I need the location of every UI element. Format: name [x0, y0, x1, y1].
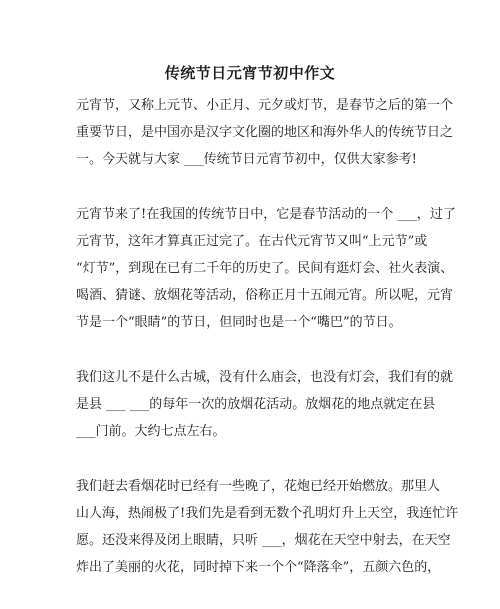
paragraph	[76, 364, 454, 445]
text-line: 炸出了美丽的火花，同时掉下来一个个“降落伞”，五颜六色的，	[76, 560, 441, 575]
paragraph	[76, 92, 454, 173]
text-line: 愿。还没来得及闭上眼睛，只听 ___，烟花在天空中射去，在天空	[76, 533, 451, 548]
text-line: 节是一个“眼睛”的节日，但同时也是一个“嘴巴”的节日。	[76, 315, 402, 330]
text-line: “灯节”，到现在已有二千年的历史了。民间有逛灯会、社火表演、	[76, 261, 454, 276]
paragraph	[76, 473, 459, 581]
text-line: 一。今天就与大家 ___传统节日元宵节初中，仅供大家参考!	[76, 152, 417, 167]
text-line: ___门前。大约七点左右。	[76, 424, 226, 439]
text-line: 元宵节，又称上元节、小正月、元夕或灯节，是春节之后的第一个	[76, 98, 454, 113]
text-line: 喝酒、猜谜、放烟花等活动，俗称正月十五闹元宵。所以呢，元宵	[76, 288, 454, 303]
document-body	[76, 92, 459, 609]
text-line: 我们赶去看烟花时已经有一些晚了，花炮已经开始燃放。那里人	[76, 479, 441, 494]
paragraph	[76, 201, 456, 336]
text-line: 山人海，热闹极了!我们先是看到无数个孔明灯升上天空，我连忙许	[76, 506, 459, 521]
text-line: 元宵节，这年才算真正过完了。在古代元宵节又叫“上元节”或	[76, 234, 428, 249]
document-title: 传统节日元宵节初中作文	[164, 64, 336, 82]
text-line: 重要节日，是中国亦是汉字文化圈的地区和海外华人的传统节日之	[76, 125, 454, 140]
text-line: 我们这儿不是什么古城，没有什么庙会，也没有灯会，我们有的就	[76, 370, 454, 385]
text-line: 是县 ___ ___的每年一次的放烟花活动。放烟花的地点就定在县	[76, 397, 436, 412]
text-line: 元宵节来了!在我国的传统节日中，它是春节活动的一个 ___，过了	[76, 207, 456, 222]
